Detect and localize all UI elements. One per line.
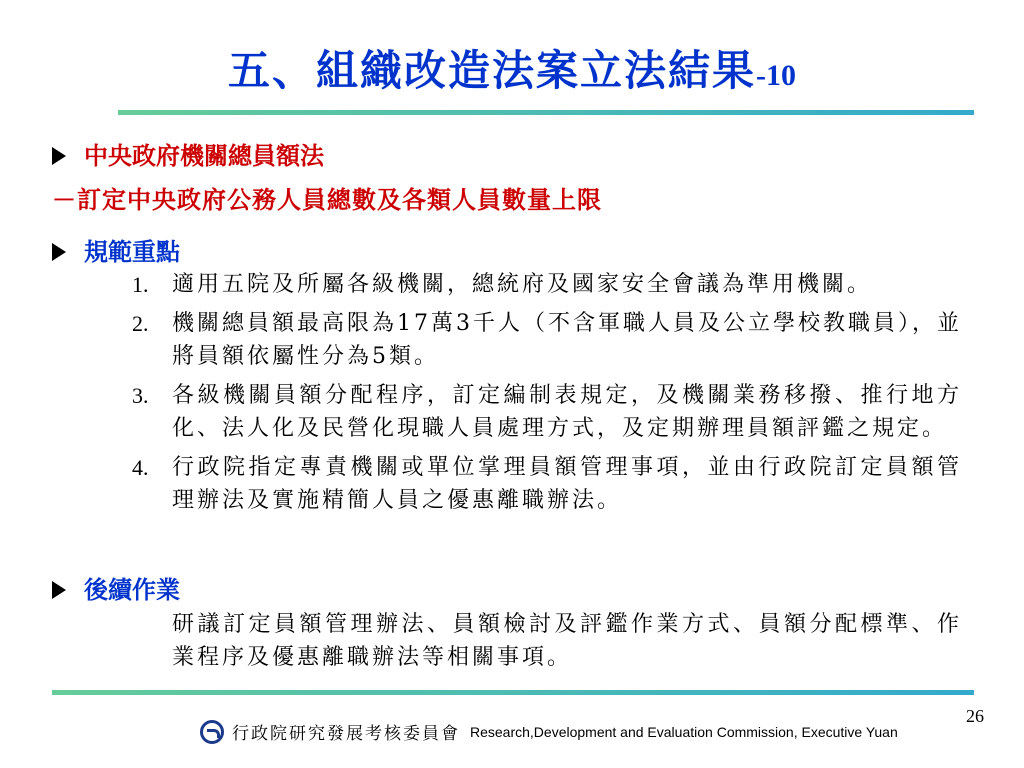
- list-item-text: 適用五院及所屬各級機關，總統府及國家安全會議為準用機關。: [172, 272, 873, 297]
- rdec-logo-icon: [200, 720, 224, 744]
- list-item-number: 4.: [132, 455, 149, 480]
- page-number: 26: [966, 706, 984, 726]
- bullet-follow-up: [52, 570, 180, 605]
- footer-divider: [52, 690, 974, 695]
- list-item: [132, 379, 962, 445]
- list-item-number: 2.: [132, 311, 149, 336]
- footer-org-en: Research,Development and Evaluation Commission, Executive Yuan: [470, 723, 898, 740]
- list-item-number: 3.: [132, 383, 149, 408]
- bullet-total-staff-law: [52, 136, 324, 171]
- slide-title: [0, 38, 1024, 98]
- bullet-heading: 規範重點: [84, 237, 180, 266]
- arrow-bullet-icon: [52, 147, 66, 165]
- list-item-text: 行政院指定專責機關或單位掌理員額管理事項，並由行政院訂定員額管理辦法及實施精簡人員之優惠離職辦法。: [172, 455, 962, 513]
- arrow-bullet-icon: [52, 581, 66, 599]
- footer: [200, 719, 898, 744]
- list-item: [132, 268, 962, 301]
- bullet-subtitle: －訂定中央政府公務人員總數及各類人員數量上限: [52, 185, 602, 214]
- slide-title-suffix: -10: [756, 59, 796, 92]
- list-item-text: 各級機關員額分配程序，訂定編制表規定，及機關業務移撥、推行地方化、法人化及民營化現職人員處理方式，及定期辦理員額評鑑之規定。: [172, 383, 962, 441]
- bullet-heading: 中央政府機關總員額法: [84, 141, 324, 170]
- bullet-key-points: [52, 232, 180, 267]
- follow-up-text: 研議訂定員額管理辦法、員額檢討及評鑑作業方式、員額分配標準、作業程序及優惠離職辦法等相關事項。: [172, 612, 962, 670]
- list-item-text: 機關總員額最高限為17萬3千人（不含軍職人員及公立學校教職員），並將員額依屬性分為5類。: [172, 311, 962, 369]
- arrow-bullet-icon: [52, 243, 66, 261]
- list-item: [132, 307, 962, 373]
- list-item-number: 1.: [132, 272, 149, 297]
- slide-title-text: 五、組織改造法案立法結果: [227, 46, 756, 95]
- title-divider: [118, 110, 974, 115]
- list-item: [132, 451, 962, 517]
- footer-org-zh: 行政院研究發展考核委員會: [232, 724, 460, 744]
- bullet-heading: 後續作業: [84, 575, 180, 604]
- key-points-list: [132, 268, 962, 523]
